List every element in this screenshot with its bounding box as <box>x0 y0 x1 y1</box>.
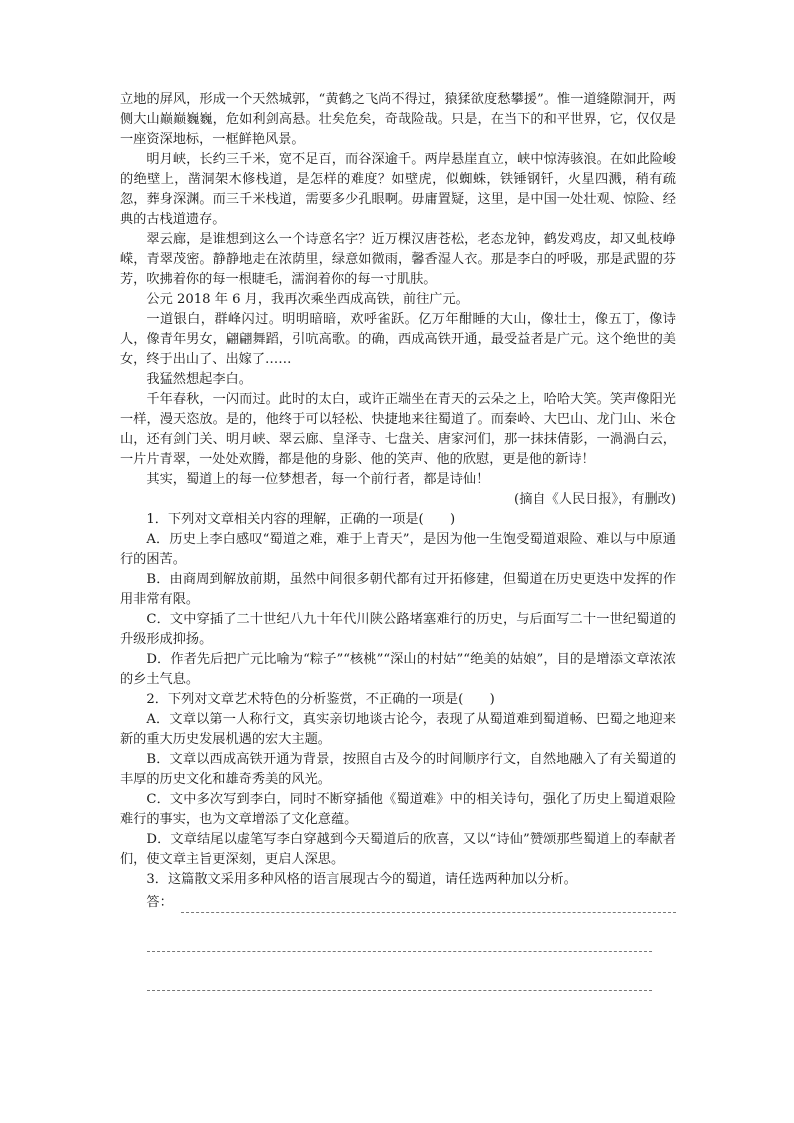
question-option: D．作者先后把广元比喻为“粽子”“核桃”“深山的村姑”“绝美的姑娘”，目的是增添文章浓浓的乡土气息。 <box>120 652 676 687</box>
article-body <box>120 90 676 490</box>
question-option: A．历史上李白感叹“蜀道之难，难于上青天”，是因为他一生饱受蜀道艰险、难以与中原通行的困苦。 <box>120 532 676 567</box>
article-paragraph: 立地的屏风，形成一个天然城郭，“黄鹤之飞尚不得过，猿猱欲度愁攀援”。惟一道缝隙洞开，两侧大山巅巅巍巍，危如利剑高悬。壮矣危矣，奇哉险哉。只是，在当下的和平世界，它，仅仅是一座资深地标，一框鲜艳风景。 <box>120 92 676 147</box>
article-paragraph: 我猛然想起李白。 <box>146 372 252 387</box>
question-option: C．文中穿插了二十世纪八九十年代川陕公路堵塞难行的历史，与后面写二十一世纪蜀道的升级形成抑扬。 <box>120 612 676 647</box>
question-option: C．文中多次写到李白，同时不断穿插他《蜀道难》中的相关诗句，强化了历史上蜀道艰险难行的事实，也为文章增添了文化意蕴。 <box>120 792 676 827</box>
article-paragraph: 翠云廊，是谁想到这么一个诗意名字？近万棵汉唐苍松，老态龙钟，鹤发鸡皮，却又虬枝峥嵘，青翠茂密。静静地走在浓荫里，绿意如微雨，馨香湿人衣。那是李白的呼吸，那是武盟的芬芳，吹拂着你的每一根睫毛，濡润着你的每一寸肌肤。 <box>120 232 676 287</box>
answer-line-3[interactable] <box>147 970 652 991</box>
question-option: B．由商周到解放前期，虽然中间很多朝代都有过开拓修建，但蜀道在历史更迭中发挥的作用非常有限。 <box>120 572 676 607</box>
question-stem: 3．这篇散文采用多种风格的语言展现古今的蜀道，请任选两种加以分析。 <box>146 872 577 887</box>
article-paragraph: 一道银白，群峰闪过。明明暗暗，欢呼雀跃。亿万年酣睡的大山，像壮士，像五丁，像诗人，像青年男女，翩翩舞蹈，引吭高歌。的确，西成高铁开通，最受益者是广元。这个绝世的美女，终于出山了、出嫁了…… <box>120 312 676 367</box>
article-paragraph: 千年春秋，一闪而过。此时的太白，或许正端坐在青天的云朵之上，哈哈大笑。笑声像阳光一样，漫天恣放。是的，他终于可以轻松、快捷地来往蜀道了。而秦岭、大巴山、龙门山、米仓山，还有剑门关、明月峡、翠云廊、皇泽寺、七盘关、唐家河们，那一抹抹倩影，一渦渦白云，一片片青翠，一处处欢腾，都是他的身影、他的笑声、他的欣慰，更是他的新诗！ <box>120 392 676 467</box>
question-option: B．文章以西成高铁开通为背景，按照自古及今的时间顺序行文，自然地融入了有关蜀道的丰厚的历史文化和雄奇秀美的风光。 <box>120 752 676 787</box>
article-paragraph: 公元 2018 年 6 月，我再次乘坐西成高铁，前往广元。 <box>146 292 469 307</box>
question-stem: 2．下列对文章艺术特色的分析鉴赏，不正确的一项是( ) <box>146 692 495 707</box>
answer-line-1[interactable] <box>181 892 676 913</box>
answer-label: 答： <box>146 895 173 910</box>
article-paragraph: 明月峡，长约三千米，宽不足百，而谷深逾千。两岸悬崖直立，峡中惊涛骇浪。在如此险峻的绝壁上，凿洞架木修栈道，是怎样的难度？如壁虎，似蜘蛛，铁锤钢钎，火星四溅，稍有疏忽，葬身深渊。而三千米栈道，需要多少孔眼啊。毋庸置疑，这里，是中国一处壮观、惊险、经典的古栈道遗存。 <box>120 152 676 227</box>
question-stem: 1．下列对文章相关内容的理解，正确的一项是( ) <box>146 512 456 527</box>
answer-area[interactable] <box>120 892 676 913</box>
article-paragraph: 其实，蜀道上的每一位梦想者，每一个前行者，都是诗仙！ <box>146 472 490 487</box>
question-list <box>120 510 676 890</box>
question-option: D．文章结尾以虚笔写李白穿越到今天蜀道后的欣喜，又以“诗仙”赞颂那些蜀道上的奉献者们，使文章主旨更深刻，更启人深思。 <box>120 832 676 867</box>
question-option: A．文章以第一人称行文，真实亲切地谈古论今，表现了从蜀道难到蜀道畅、巴蜀之地迎来新的重大历史发展机遇的宏大主题。 <box>120 712 676 747</box>
document-page <box>120 90 676 991</box>
article-source: (摘自《人民日报》，有删改) <box>514 492 676 507</box>
answer-line-2[interactable] <box>147 931 652 952</box>
